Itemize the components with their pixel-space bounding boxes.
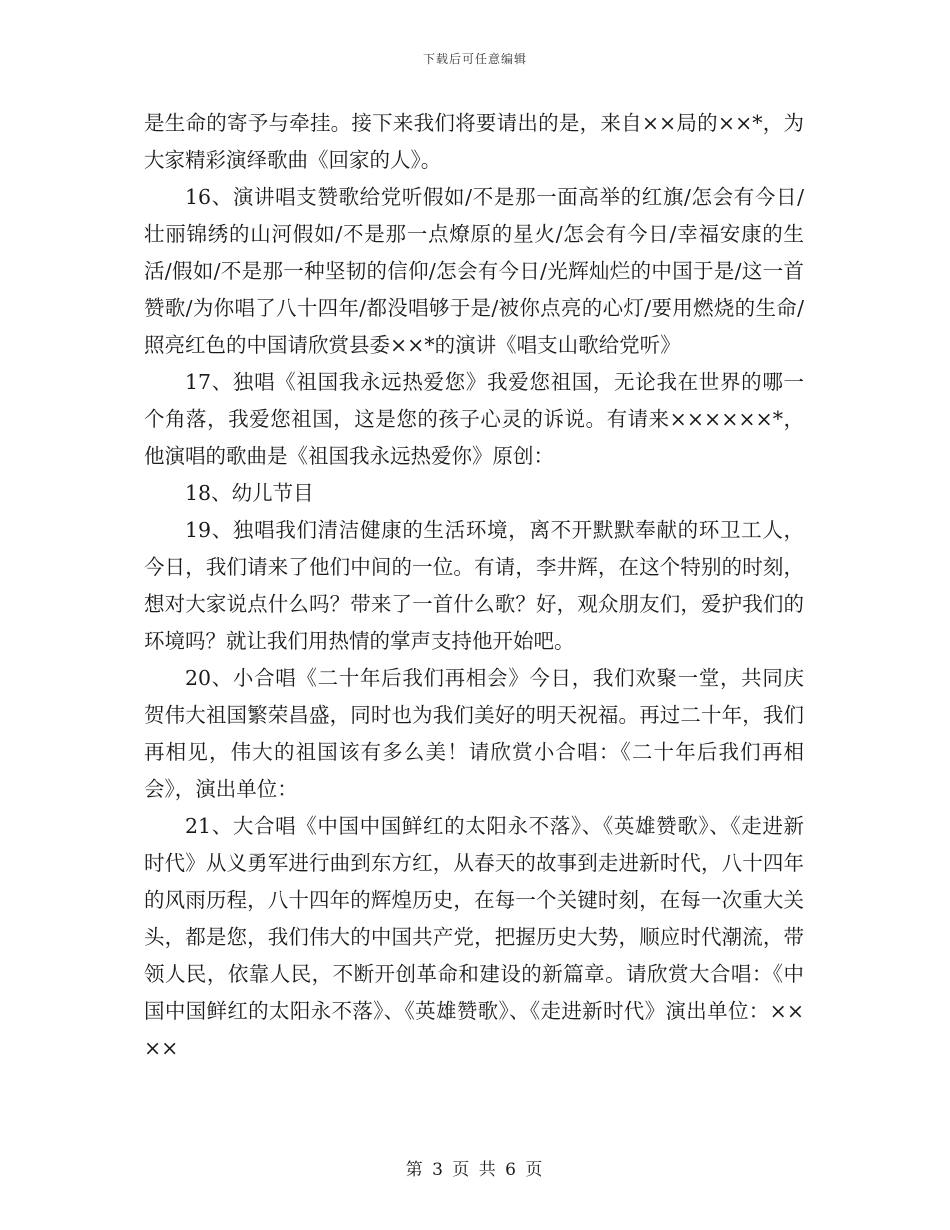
page-number: 第 3 页 共 6 页: [405, 1160, 545, 1180]
paragraph-item-19: 19、独唱我们清洁健康的生活环境，离不开默默奉献的环卫工人，今日，我们请来了他们中间的一位。有请，李井辉，在这个特别的时刻，想对大家说点什么吗？带来了一首什么歌？好，观众朋友们，爱护我们的环境吗？就让我们用热情的掌声支持他开始吧。: [144, 518, 804, 653]
paragraph-continuation: 是生命的寄予与牵挂。接下来我们将要请出的是，来自××局的××*，为大家精彩演绎歌曲《回家的人》。: [144, 111, 804, 172]
paragraph-item-20: 20、小合唱《二十年后我们再相会》今日，我们欢聚一堂，共同庆贺伟大祖国繁荣昌盛，同时也为我们美好的明天祝福。再过二十年，我们再相见，伟大的祖国该有多么美！请欣赏小合唱：《二十年后我们再相会》，演出单位：: [144, 666, 804, 801]
paragraph-item-18: 18、幼儿节目: [185, 481, 314, 505]
paragraph-item-16: 16、演讲唱支赞歌给党听假如/不是那一面高举的红旗/怎会有今日/壮丽锦绣的山河假如/不是那一点燎原的星火/怎会有今日/幸福安康的生活/假如/不是那一种坚韧的信仰/怎会有今日/光辉灿烂的中国于是/这一首赞歌/为你唱了八十四年/都没唱够于是/被你点亮的心灯/要用燃烧的生命/照亮红色的中国请欣赏县委××*的演讲《唱支山歌给党听》: [144, 185, 804, 357]
paragraph-item-17: 17、独唱《祖国我永远热爱您》我爱您祖国，无论我在世界的哪一个角落，我爱您祖国，这是您的孩子心灵的诉说。有请来××××××*，他演唱的歌曲是《祖国我永远热爱你》原创：: [144, 370, 804, 468]
document-body: [144, 105, 804, 1067]
paragraph-item-21: 21、大合唱《中国中国鲜红的太阳永不落》、《英雄赞歌》、《走进新时代》从义勇军进行曲到东方红，从春天的故事到走进新时代，八十四年的风雨历程，八十四年的辉煌历史，在每一个关键时刻，在每一次重大关头，都是您，我们伟大的中国共产党，把握历史大势，顺应时代潮流，带领人民，依靠人民，不断开创革命和建设的新篇章。请欣赏大合唱：《中国中国鲜红的太阳永不落》、《英雄赞歌》、《走进新时代》演出单位：××××: [144, 814, 804, 1060]
page-header: 下载后可任意编辑: [422, 52, 527, 66]
